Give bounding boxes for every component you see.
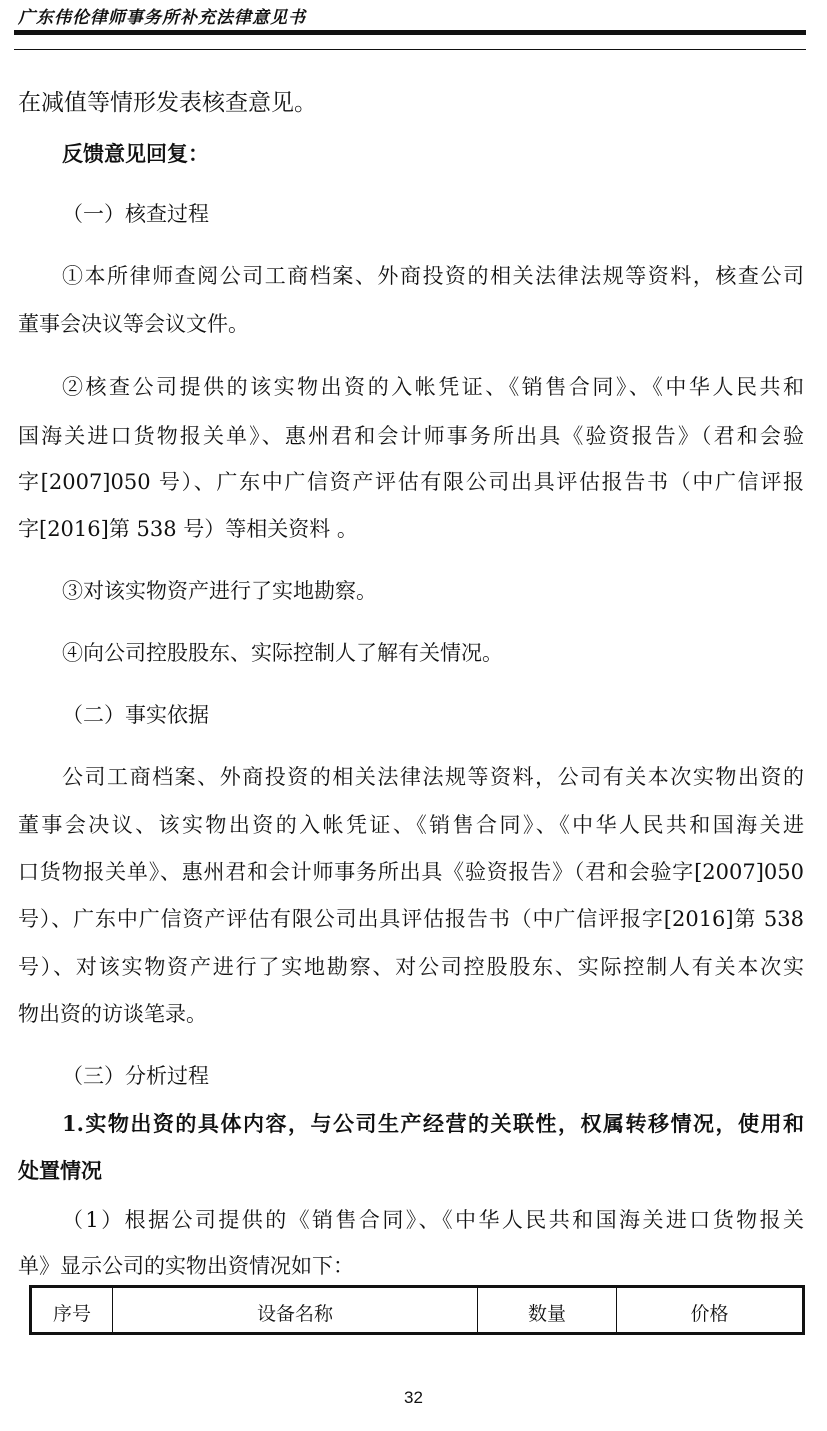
col-header-quantity: 数量	[478, 1287, 617, 1334]
text-line: ②核查公司提供的该实物出资的入帐凭证、《销售合同》、《中华人民共和	[62, 375, 804, 399]
text-line: ④向公司控股股东、实际控制人了解有关情况。	[62, 641, 503, 665]
header-title: 广东伟伦律师事务所补充法律意见书	[18, 8, 306, 28]
bold-heading-line: 处置情况	[18, 1158, 102, 1183]
text-line: 物出资的访谈笔录。	[18, 1002, 207, 1026]
col-header-index: 序号	[31, 1287, 113, 1334]
text-line: 董事会决议、该实物出资的入帐凭证、《销售合同》、《中华人民共和国海关进	[18, 813, 804, 837]
page-number: 32	[404, 1388, 423, 1407]
equipment-table	[29, 1285, 805, 1335]
text-line: 国海关进口货物报关单》、惠州君和会计师事务所出具《验资报告》（君和会验	[18, 424, 804, 448]
text-line: 字[2016]第 538 号）等相关资料 。	[18, 517, 358, 541]
section-heading: 反馈意见回复：	[62, 141, 209, 166]
text-line: 公司工商档案、外商投资的相关法律法规等资料，公司有关本次实物出资的	[62, 765, 804, 789]
text-line: 在减值等情形发表核查意见。	[18, 90, 317, 116]
col-header-price: 价格	[617, 1287, 804, 1334]
text-line: 单》显示公司的实物出资情况如下：	[18, 1254, 354, 1278]
text-line: ③对该实物资产进行了实地勘察。	[62, 579, 377, 603]
running-header	[18, 8, 804, 28]
text-line: 董事会决议等会议文件。	[18, 312, 249, 336]
text-line: （1）根据公司提供的《销售合同》、《中华人民共和国海关进口货物报关	[62, 1208, 804, 1232]
col-header-name: 设备名称	[113, 1287, 478, 1334]
header-rule-thick	[14, 30, 806, 35]
text-line: 号）、广东中广信资产评估有限公司出具评估报告书（中广信评报字[2016]第 538	[18, 907, 804, 931]
text-line: 字[2007]050 号）、广东中广信资产评估有限公司出具评估报告书（中广信评报	[18, 470, 804, 494]
header-rule-thin	[14, 49, 806, 50]
table-header-row	[31, 1287, 804, 1334]
text-line: ①本所律师查阅公司工商档案、外商投资的相关法律法规等资料，核查公司	[62, 264, 804, 288]
subsection-heading: （一）核查过程	[62, 202, 209, 226]
text-line: 号）、对该实物资产进行了实地勘察、对公司控股股东、实际控制人有关本次实	[18, 955, 804, 979]
subsection-heading: （三）分析过程	[62, 1064, 209, 1088]
subsection-heading: （二）事实依据	[62, 703, 209, 727]
text-line: 口货物报关单》、惠州君和会计师事务所出具《验资报告》（君和会验字[2007]050	[18, 860, 804, 884]
bold-heading-line: 1.实物出资的具体内容，与公司生产经营的关联性，权属转移情况，使用和	[62, 1111, 804, 1136]
